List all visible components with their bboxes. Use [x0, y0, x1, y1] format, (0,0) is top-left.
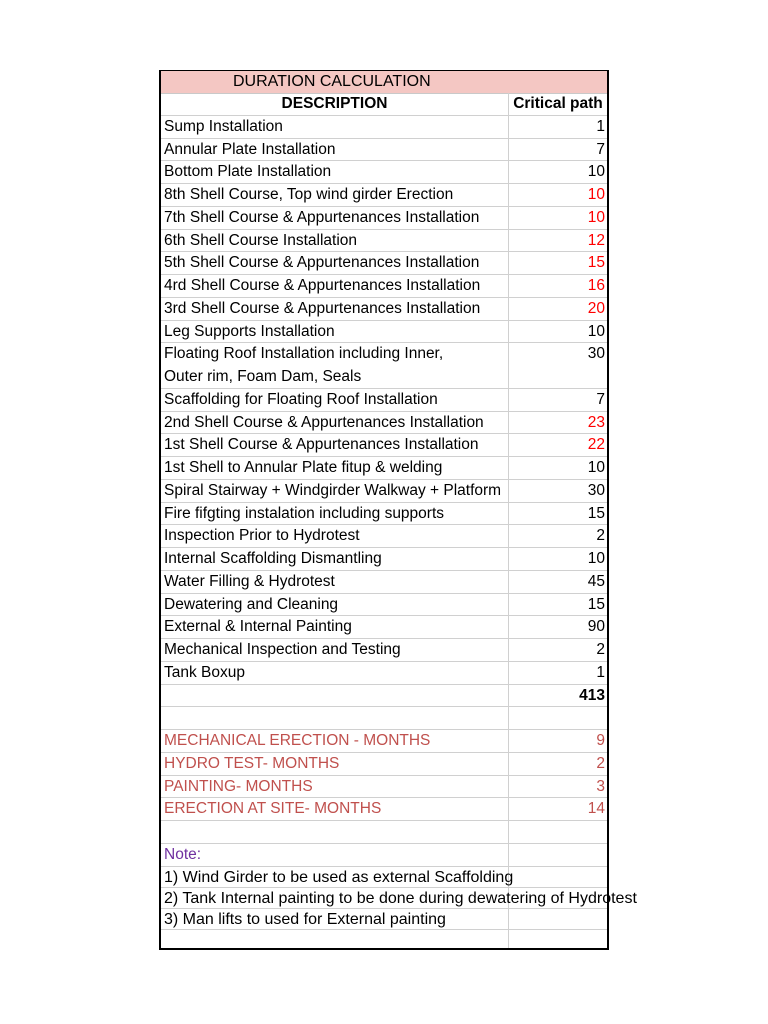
activity-row: [161, 343, 607, 389]
activity-row-description: Tank Boxup: [164, 663, 245, 681]
activity-row-description: 5th Shell Course & Appurtenances Installation: [164, 254, 480, 272]
note-label-row: [161, 844, 607, 867]
activity-row: [161, 594, 607, 617]
activity-row-value: 2: [596, 641, 605, 658]
activity-row: [161, 639, 607, 662]
activity-row-description: Bottom Plate Installation: [164, 163, 332, 181]
activity-row: [161, 184, 607, 207]
activity-row: [161, 412, 607, 435]
activity-row-description: Dewatering and Cleaning: [164, 595, 339, 613]
activity-row-value: 20: [587, 299, 605, 317]
activity-row: [161, 571, 607, 594]
activity-row-description: Mechanical Inspection and Testing: [164, 641, 401, 658]
activity-row-description: Scaffolding for Floating Roof Installation: [164, 390, 438, 408]
activity-row: [161, 389, 607, 412]
summary-row-description: MECHANICAL ERECTION - MONTHS: [164, 732, 431, 749]
activity-row-description: Annular Plate Installation: [164, 140, 336, 158]
activity-row: [161, 298, 607, 321]
activity-row-description: Floating Roof Installation including Inner,: [164, 345, 444, 363]
header-row-value: Critical path: [513, 95, 603, 112]
total-row: [161, 685, 607, 708]
activity-row-value: 15: [587, 504, 605, 522]
activity-row: [161, 207, 607, 230]
summary-row-value: 3: [596, 777, 605, 795]
activity-row-value: 15: [587, 254, 605, 272]
summary-row-description: HYDRO TEST- MONTHS: [164, 754, 340, 772]
note-label-row-description: Note:: [164, 845, 202, 863]
blank-row: [161, 821, 607, 844]
activity-row-value: 10: [587, 208, 605, 226]
activity-row-value: 23: [587, 413, 605, 431]
activity-row-description: 8th Shell Course, Top wind girder Erection: [164, 186, 454, 203]
activity-row-description: Leg Supports Installation: [164, 322, 335, 340]
activity-row-value: 15: [587, 595, 605, 613]
activity-row-description: 4rd Shell Course & Appurtenances Installation: [164, 277, 481, 294]
activity-row-value: 12: [587, 231, 605, 249]
activity-row: [161, 525, 607, 548]
activity-row: [161, 116, 607, 139]
activity-row-value: 10: [587, 322, 605, 340]
activity-row-description: Spiral Stairway + Windgirder Walkway + Platform: [164, 481, 502, 499]
activity-row: [161, 252, 607, 275]
summary-row-value: 2: [596, 754, 605, 772]
activity-row-value: 30: [587, 345, 605, 363]
activity-row-description: 7th Shell Course & Appurtenances Installation: [164, 208, 480, 226]
blank-row: [161, 707, 607, 730]
note-row-description: 2) Tank Internal painting to be done during dewatering of Hydrotest: [164, 889, 637, 907]
activity-row-value: 10: [587, 459, 605, 476]
summary-row-value: 9: [596, 732, 605, 749]
activity-row: [161, 457, 607, 480]
activity-row-value: 16: [587, 277, 605, 294]
activity-row: [161, 662, 607, 685]
activity-row-description: External & Internal Painting: [164, 618, 352, 636]
activity-row-description: Fire fifgting instalation including supports: [164, 504, 445, 522]
activity-row-value: 7: [596, 390, 605, 408]
activity-row-description: 3rd Shell Course & Appurtenances Installation: [164, 299, 481, 317]
note-row-description: 1) Wind Girder to be used as external Scaffolding: [164, 868, 514, 886]
note-row: [161, 867, 607, 888]
activity-row-description: Inspection Prior to Hydrotest: [164, 527, 360, 545]
activity-row: [161, 321, 607, 344]
activity-row-value: 10: [587, 550, 605, 567]
sheet-title: DURATION CALCULATION: [233, 73, 431, 90]
note-row: [161, 888, 637, 909]
activity-row: [161, 616, 607, 639]
summary-row: [161, 798, 607, 821]
summary-row-description: ERECTION AT SITE- MONTHS: [164, 800, 382, 818]
activity-row-value: 90: [587, 618, 605, 636]
total-row-value: 413: [579, 686, 605, 704]
summary-row-description: PAINTING- MONTHS: [164, 777, 313, 795]
activity-row-description: Water Filling & Hydrotest: [164, 572, 335, 590]
activity-row-description: 1st Shell Course & Appurtenances Installation: [164, 436, 479, 454]
activity-row: [161, 480, 607, 503]
summary-row: [161, 730, 607, 753]
note-row-description: 3) Man lifts to used for External painting: [164, 910, 446, 928]
note-row: [161, 909, 607, 930]
activity-row-value: 22: [587, 436, 605, 454]
activity-row-value: 7: [596, 140, 605, 158]
activity-row: [161, 548, 607, 571]
activity-row-value: 30: [587, 481, 605, 499]
activity-row-description: Sump Installation: [164, 117, 283, 135]
activity-row-value: 10: [587, 186, 605, 203]
activity-row-description: 6th Shell Course Installation: [164, 231, 358, 249]
activity-row-value: 2: [596, 527, 605, 545]
activity-row-value: 45: [587, 572, 605, 590]
activity-row: [161, 230, 607, 253]
activity-row: [161, 161, 607, 184]
summary-row-value: 14: [587, 800, 605, 818]
activity-row-description-continued: Outer rim, Foam Dam, Seals: [164, 368, 362, 385]
activity-row-value: 10: [587, 163, 605, 181]
sheet-title-row: [161, 71, 607, 94]
activity-row: [161, 503, 607, 526]
summary-row: [161, 753, 607, 776]
header-row: [161, 93, 607, 116]
activity-row-description: 1st Shell to Annular Plate fitup & welding: [164, 459, 443, 476]
activity-row: [161, 275, 607, 298]
activity-row-description: 2nd Shell Course & Appurtenances Installation: [164, 413, 484, 431]
activity-row: [161, 139, 607, 162]
activity-row: [161, 434, 607, 457]
activity-row-description: Internal Scaffolding Dismantling: [164, 550, 382, 567]
duration-sheet: [159, 70, 637, 950]
summary-row: [161, 776, 607, 799]
activity-row-value: 1: [596, 663, 605, 681]
header-row-description: DESCRIPTION: [281, 95, 388, 112]
activity-row-value: 1: [596, 117, 605, 135]
